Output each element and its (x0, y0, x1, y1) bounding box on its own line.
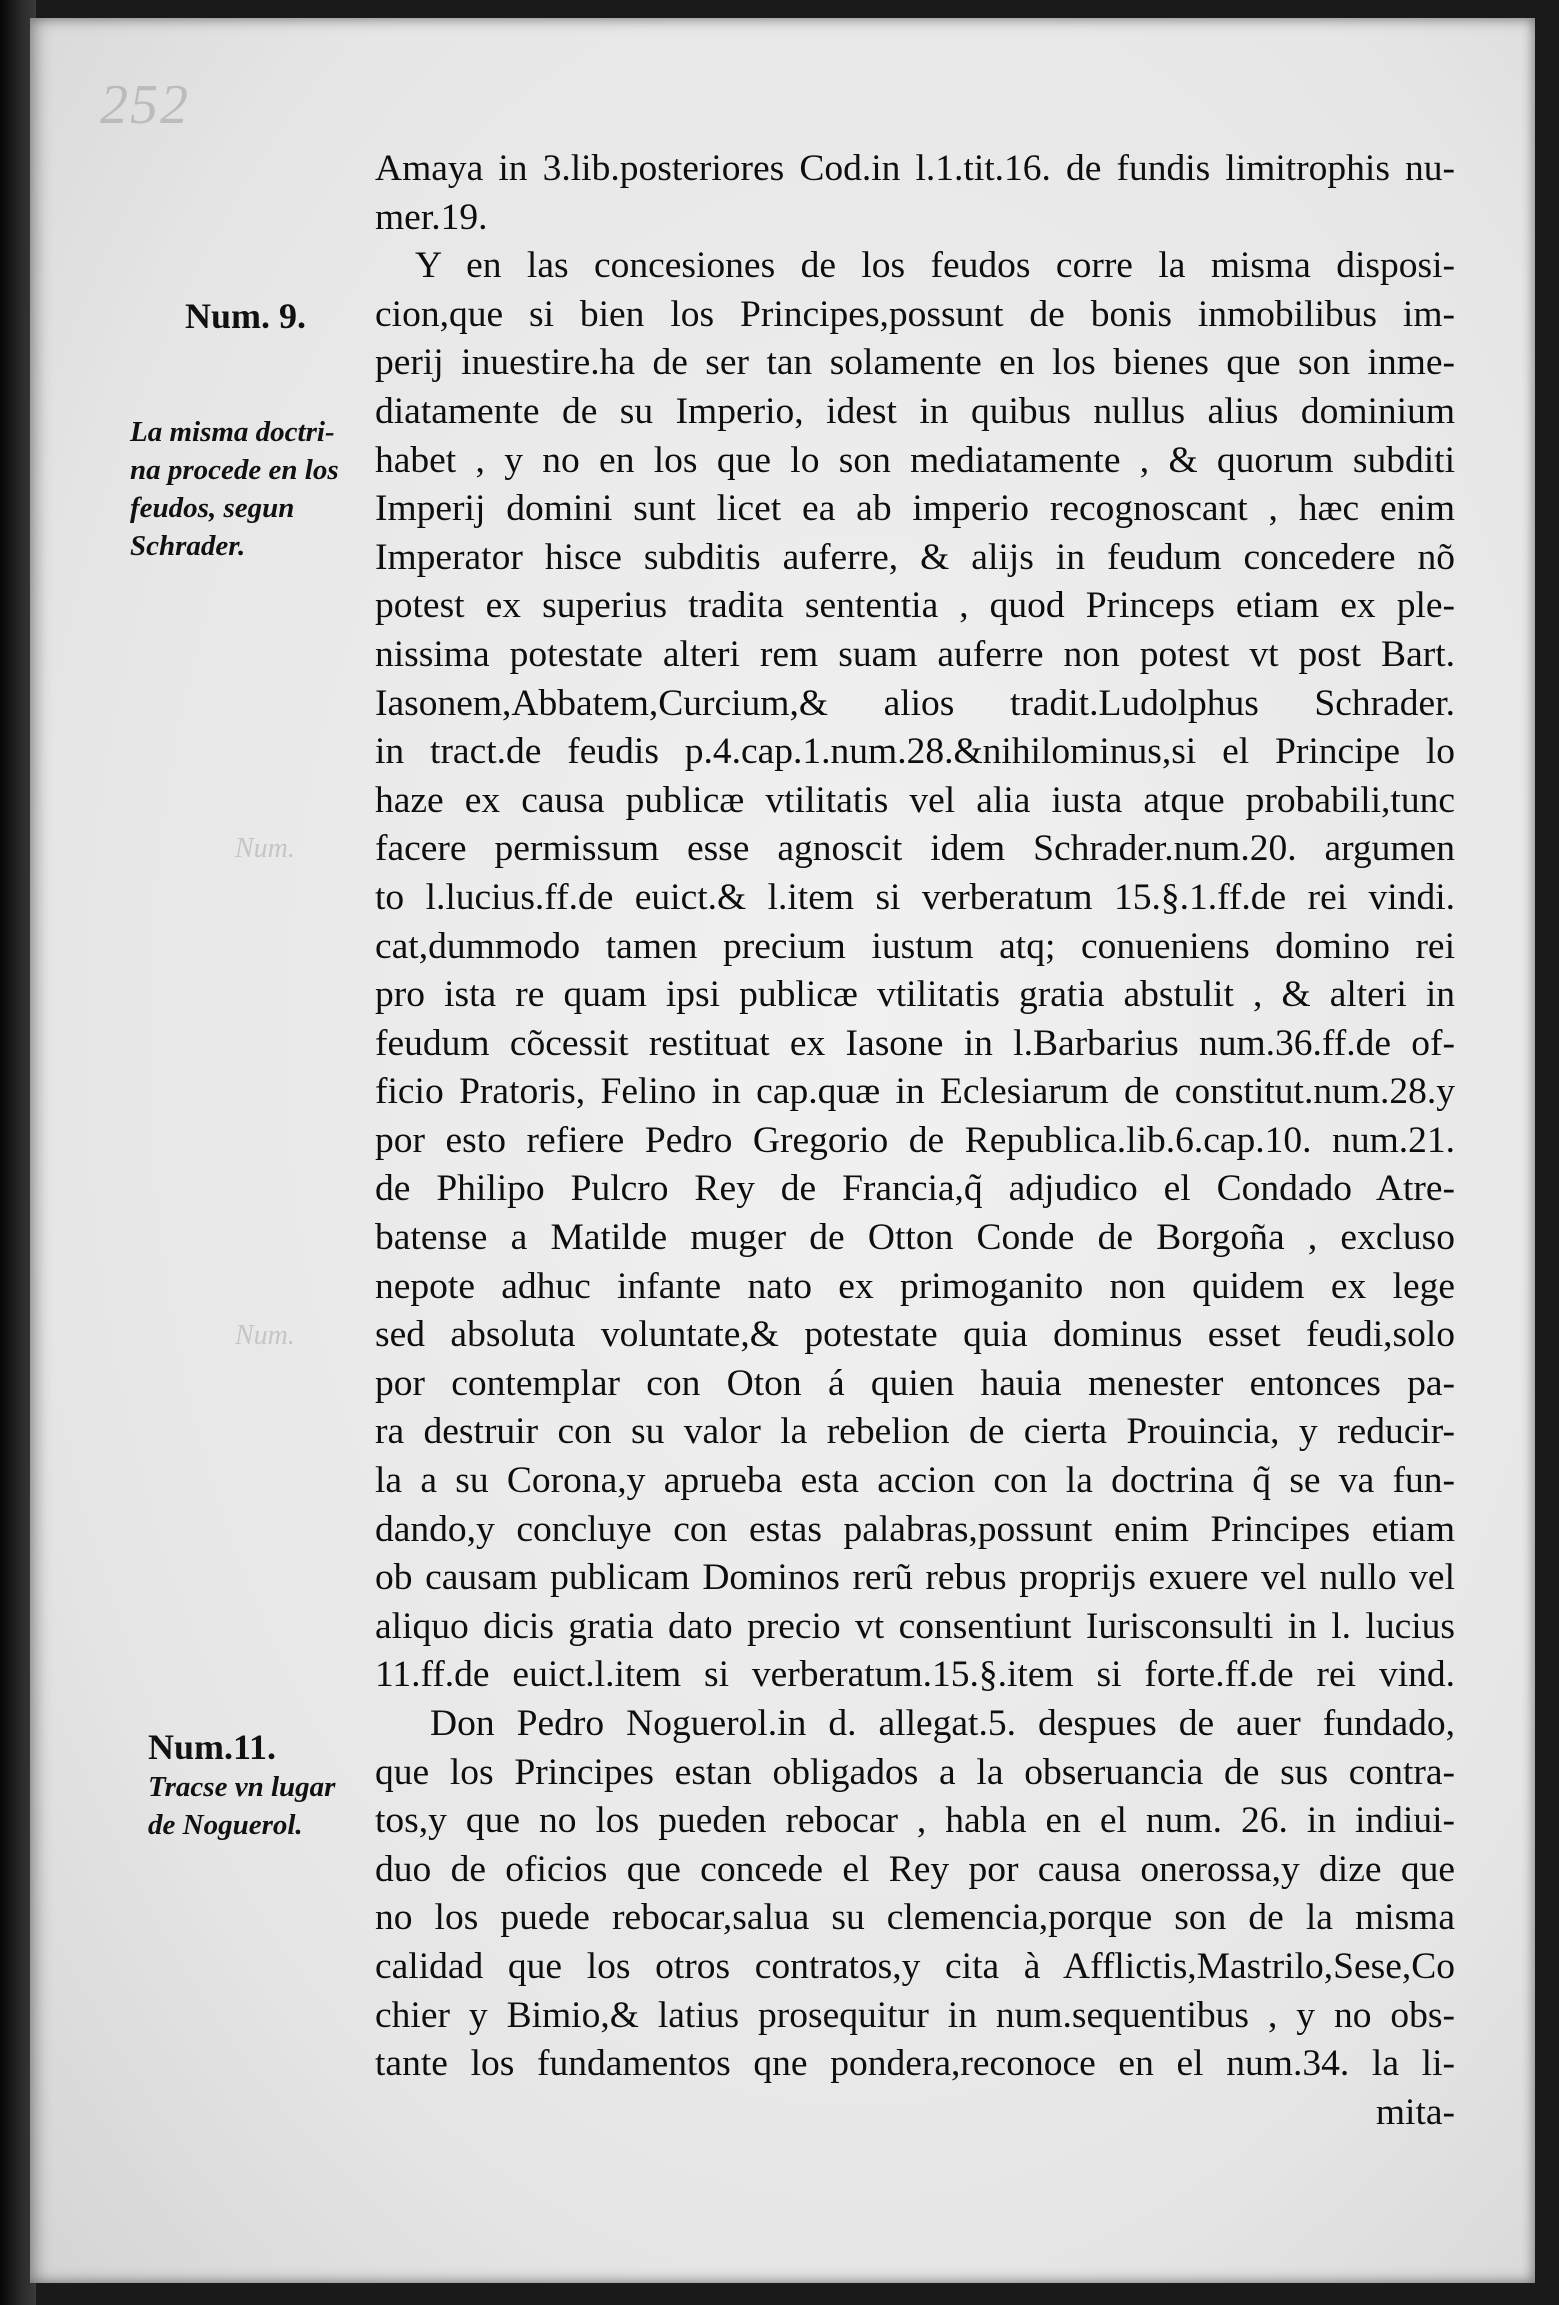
text-line: haze ex causa publicæ vtilitatis vel alia iusta atque probabili,tunc (375, 779, 1455, 821)
text-line: por contemplar con Oton á quien hauia menester entonces pa- (375, 1362, 1455, 1404)
text-line: por esto refiere Pedro Gregorio de Republica.lib.6.cap.10. num.21. (375, 1119, 1455, 1161)
margin-note-line: feudos, segun (130, 492, 295, 524)
text-line: tos,y que no los pueden rebocar , habla en el num. 26. in indiui- (375, 1800, 1455, 1842)
text-line: chier y Bimio,& latius prosequitur in num.sequentibus , y no obs- (375, 1994, 1455, 2036)
text-line: calidad que los otros contratos,y cita à Afflictis,Mastrilo,Sese,Co (375, 1945, 1455, 1987)
text-line: habet , y no en los que lo son mediatamente , & quorum subditi (375, 439, 1455, 481)
text-line: Imperator hisce subditis auferre, & alijs in feudum concedere nõ (375, 536, 1455, 578)
text-line: Imperij domini sunt licet ea ab imperio recognoscant , hæc enim (375, 488, 1455, 530)
catchword: mita- (1375, 2091, 1455, 2133)
text-line: nepote adhuc infante nato ex primoganito non quidem ex lege (375, 1265, 1455, 1307)
text-line: ra destruir con su valor la rebelion de cierta Prouincia, y reducir- (375, 1411, 1455, 1453)
bleed-through-margin-mark: Num. (235, 1320, 295, 1351)
text-line: facere permissum esse agnoscit idem Schrader.num.20. argumen (375, 828, 1455, 870)
text-line: Amaya in 3.lib.posteriores Cod.in l.1.tit.16. de fundis limitrophis nu- (375, 148, 1455, 189)
margin-note-line: na procede en los (130, 454, 339, 486)
text-line: Don Pedro Noguerol.in d. allegat.5. despues de auer fundado, (430, 1703, 1455, 1744)
margin-note-line: Schrader. (130, 530, 246, 562)
margin-number: Num.11. (148, 1727, 277, 1767)
text-line: no los puede rebocar,salua su clemencia,porque son de la misma (375, 1897, 1455, 1939)
margin-note-line: Tracse vn lugar (148, 1771, 336, 1803)
margin-note-line: La misma doctri- (130, 416, 335, 448)
text-line: sed absoluta voluntate,& potestate quia dominus esset feudi,solo (375, 1314, 1455, 1356)
text-line: que los Principes estan obligados a la obseruancia de sus contra- (375, 1751, 1455, 1793)
margin-note-schrader (130, 413, 339, 565)
text-line: aliquo dicis gratia dato precio vt consentiunt Iurisconsulti in l. lucius (375, 1605, 1455, 1647)
bleed-through-margin-mark: Num. (235, 833, 295, 864)
text-line: diatamente de su Imperio, idest in quibus nullus alius dominium (375, 390, 1455, 432)
margin-note-num11 (148, 1726, 335, 1844)
text-line: tante los fundamentos qne pondera,reconoce en el num.34. la li- (375, 2043, 1455, 2085)
text-line: cat,dummodo tamen precium iustum atq; conueniens domino rei (375, 925, 1455, 967)
book-page (30, 18, 1535, 2283)
text-line: in tract.de feudis p.4.cap.1.num.28.&nihilominus,si el Principe lo (375, 731, 1455, 773)
margin-note-num9 (185, 295, 306, 337)
margin-number: Num. 9. (185, 296, 307, 336)
margin-note-line: de Noguerol. (148, 1809, 303, 1841)
text-line: la a su Corona,y aprueba esta accion con la doctrina q̃ se va fun- (375, 1460, 1455, 1502)
text-line: mer.19. (375, 196, 488, 238)
text-line: pro ista re quam ipsi publicæ vtilitatis gratia abstulit , & alteri in (375, 974, 1455, 1016)
text-line: dando,y concluye con estas palabras,possunt enim Principes etiam (375, 1508, 1455, 1550)
text-line: perij inuestire.ha de ser tan solamente en los bienes que son inme- (375, 342, 1455, 384)
text-line: Y en las concesiones de los feudos corre la misma disposi- (415, 245, 1455, 287)
text-line: ficio Pratoris, Felino in cap.quæ in Eclesiarum de constitut.num.28.y (375, 1071, 1455, 1113)
text-line: de Philipo Pulcro Rey de Francia,q̃ adjudico el Condado Atre- (375, 1168, 1455, 1210)
text-line: feudum cõcessit restituat ex Iasone in l.Barbarius num.36.ff.de of- (375, 1022, 1455, 1064)
text-line: 11.ff.de euict.l.item si verberatum.15.§.item si forte.ff.de rei vind. (375, 1654, 1455, 1696)
text-line: potest ex superius tradita sententia , quod Princeps etiam ex ple- (375, 585, 1455, 627)
text-line: batense a Matilde muger de Otton Conde de Borgoña , excluso (375, 1217, 1455, 1259)
text-line: duo de oficios que concede el Rey por causa onerossa,y dize que (375, 1848, 1455, 1890)
text-line: Iasonem,Abbatem,Curcium,& alios tradit.Ludolphus Schrader. (375, 682, 1455, 724)
text-line: cion,que si bien los Principes,possunt de bonis inmobilibus im- (375, 293, 1455, 335)
text-line: ob causam publicam Dominos rerũ rebus proprijs exuere vel nullo vel (375, 1557, 1455, 1599)
main-text-block (375, 145, 1455, 2137)
text-line: to l.lucius.ff.de euict.& l.item si verberatum 15.§.1.ff.de rei vindi. (375, 876, 1455, 918)
text-line: nissima potestate alteri rem suam auferre non potest vt post Bart. (375, 633, 1455, 675)
bleed-through-page-number: 252 (100, 74, 190, 136)
